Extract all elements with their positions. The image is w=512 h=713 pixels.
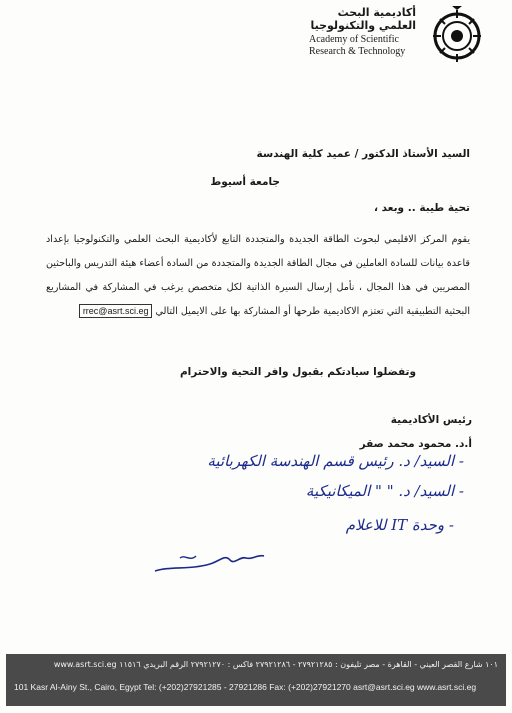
closing-line: وتفضلوا سيادتكم بقبول وافر التحية والاحترام — [179, 366, 416, 378]
org-name-en-line2: Research & Technology — [309, 46, 406, 57]
handwritten-line-2: - السيد/ د. " " الميكانيكية — [305, 482, 464, 500]
org-name-english — [309, 34, 429, 58]
addressee: السيد الأستاذ الدكتور / عميد كلية الهندسة — [256, 148, 470, 160]
president-title: رئيس الأكاديمية — [390, 414, 472, 426]
handwritten-line-3: - وحدة IT للاعلام — [345, 516, 454, 534]
org-name-arabic — [276, 6, 416, 32]
paragraph-text: يقوم المركز الاقليمي لبحوث الطاقة الجديدة والمتجددة التابع لأكاديمية البحث العلمي والتكنولوجيا بإعداد قاعدة بيانات للسادة العاملين في مجال الطاقة الجديدة والمتجددة من السادة أعضاء هيئة التدريس والباحثين المصريين في هذا المجال ، نأمل إرسال السيرة الذاتية لكل متخصص يرغب في المشاركة في المشاريع البحثية التطبيقية التي تعتزم الاكاديمية طرحها أو المشاركة بها على الايميل التالي — [46, 234, 470, 317]
university-name: جامعة أسيوط — [210, 176, 280, 188]
handwritten-signature-icon — [150, 546, 270, 576]
academy-seal-icon — [430, 6, 484, 66]
handwritten-notes — [0, 450, 512, 590]
footer-arabic-address: ١٠١ شارع القصر العيني - القاهرة - مصر تليفون : ٢٧٩٢١٢٨٥ - ٢٧٩٢١٢٨٦ فاكس : ٢٧٩٢١٢٧٠ الرقم البريدي ١١٥١٦ www.asrt.sci.eg — [53, 660, 498, 669]
letter-paragraph — [46, 228, 470, 324]
footer-english-address: 101 Kasr Al-Ainy St., Cairo, Egypt Tel: (+202)27921285 - 27921286 Fax: (+202)27921270 asrt@asrt.sci.eg www.asrt.sci.eg — [14, 682, 477, 692]
handwritten-line-1: - السيد/ د. رئيس قسم الهندسة الكهربائية — [207, 452, 464, 470]
org-name-ar-line2: العلمي والتكنولوجيا — [310, 19, 416, 32]
org-name-en-line1: Academy of Scientific — [309, 34, 399, 45]
email-address[interactable]: rrec@asrt.sci.eg — [79, 304, 153, 318]
footer-band — [6, 654, 506, 706]
greeting: تحية طيبة .. وبعد ، — [373, 202, 470, 214]
org-name-ar-line1: أكاديمية البحث — [337, 6, 416, 19]
president-name: أ.د. محمود محمد صقر — [359, 438, 472, 450]
